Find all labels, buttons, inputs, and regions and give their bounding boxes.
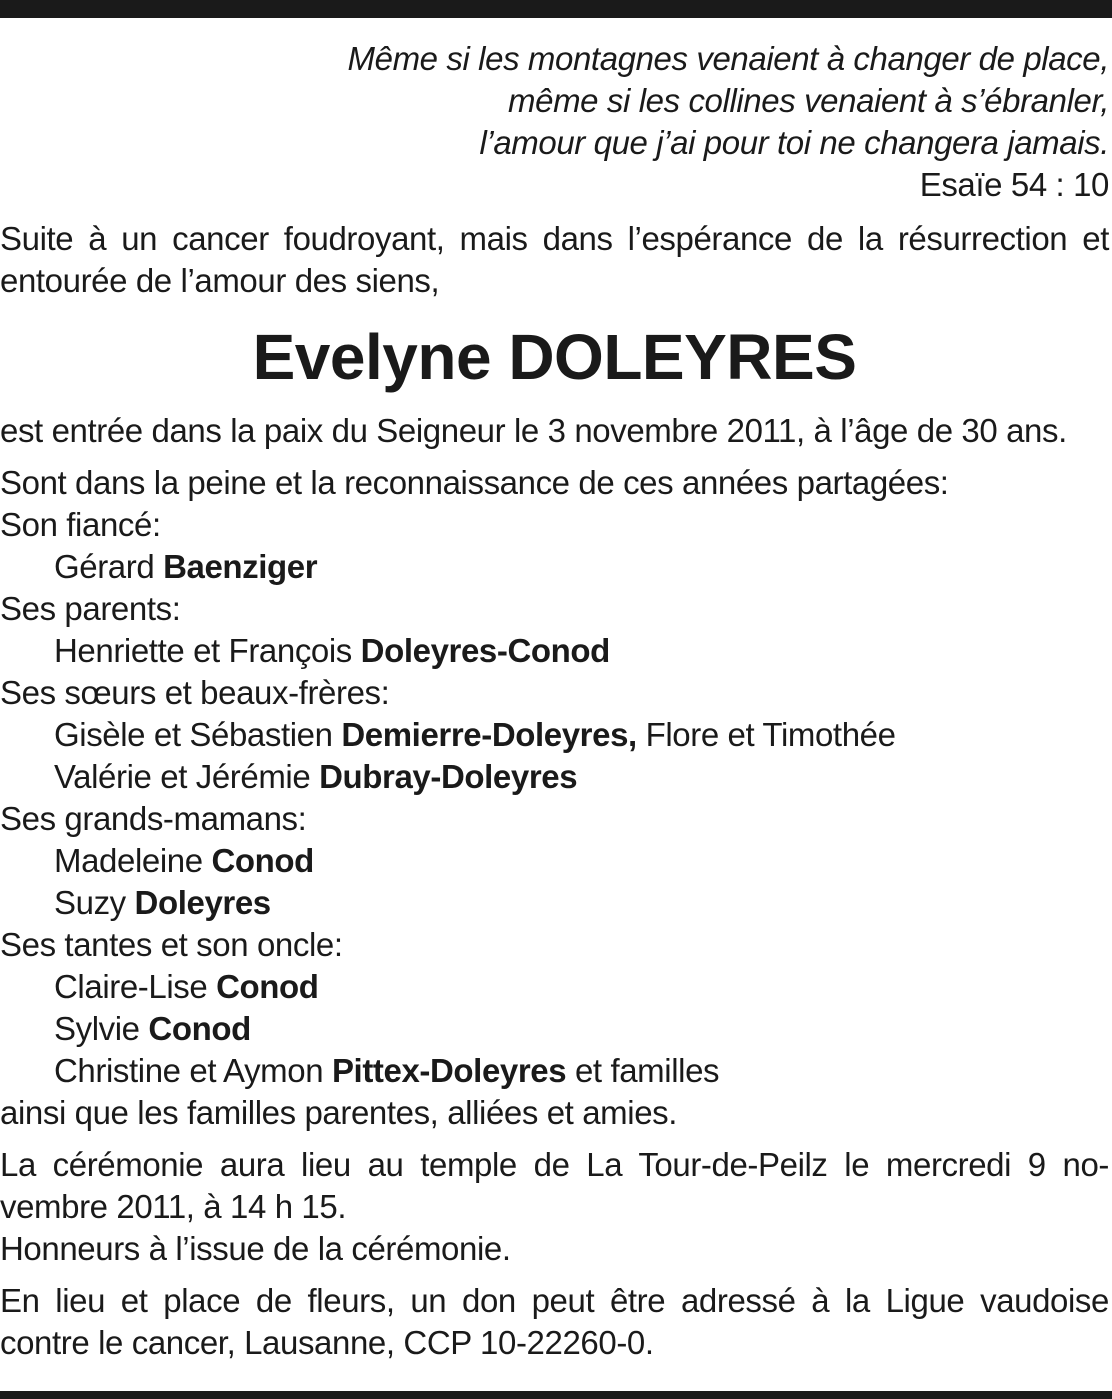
given-names: Gérard [54, 548, 164, 585]
family-member [0, 714, 1109, 756]
ceremony-line: vembre 2011, à 14 h 15. [0, 1188, 347, 1225]
death-notice: est entrée dans la paix du Seigneur le 3 novembre 2011, à l’âge de 30 ans. [0, 412, 1067, 449]
family-heading: Sont dans la peine et la reconnaissance de ces années partagées: [0, 464, 949, 501]
given-names: Claire-Lise [54, 968, 217, 1005]
epigraph [0, 38, 1109, 206]
family-group-label: Ses tantes et son oncle: [0, 926, 343, 963]
extra-names: et familles [566, 1052, 720, 1089]
family-member [0, 882, 1109, 924]
given-names: Madeleine [54, 842, 212, 879]
children-names: Flore et Timothée [636, 716, 896, 753]
family-group-label: Ses sœurs et beaux-frères: [0, 674, 390, 711]
donation-line: contre le cancer, Lausanne, CCP 10-22260-0. [0, 1324, 654, 1361]
family-member [0, 966, 1109, 1008]
family-member [0, 630, 1109, 672]
epigraph-line: même si les collines venaient à s’ébranler, [508, 82, 1109, 119]
surname: Pittex-Doleyres [331, 1052, 567, 1089]
obituary-notice [0, 38, 1109, 1364]
ceremony-info [0, 1144, 1109, 1270]
intro-line: entourée de l’amour des siens, [0, 262, 440, 299]
donation-line: En lieu et place de fleurs, un don peut être adressé à la Ligue vaudoise [0, 1282, 1109, 1319]
given-names: Gisèle et Sébastien [54, 716, 342, 753]
family-closing: ainsi que les familles parentes, alliées et amies. [0, 1094, 678, 1131]
family-member [0, 840, 1109, 882]
surname: Conod [216, 968, 319, 1005]
family-member [0, 756, 1109, 798]
given-names: Sylvie [54, 1010, 149, 1047]
intro-text [0, 218, 1109, 302]
family-group-label: Ses grands-mamans: [0, 800, 307, 837]
family-list [0, 462, 1109, 1134]
family-member [0, 1008, 1109, 1050]
surname: Conod [211, 842, 314, 879]
given-names: Suzy [54, 884, 135, 921]
epigraph-reference: Esaïe 54 : 10 [919, 166, 1109, 203]
given-names: Valérie et Jérémie [54, 758, 320, 795]
given-names: Henriette et François [54, 632, 361, 669]
given-names: Christine et Aymon [54, 1052, 332, 1089]
epigraph-line: Même si les montagnes venaient à changer de place, [347, 40, 1109, 77]
surname: Conod [148, 1010, 251, 1047]
family-member [0, 1050, 1109, 1092]
surname: Demierre-Doleyres, [341, 716, 637, 753]
bottom-rule [0, 1391, 1112, 1399]
epigraph-line: l’amour que j’ai pour toi ne changera jamais. [479, 124, 1109, 161]
intro-line: Suite à un cancer foudroyant, mais dans l’espérance de la résurrection et [0, 220, 1109, 257]
surname: Baenziger [163, 548, 318, 585]
ceremony-line: La cérémonie aura lieu au temple de La Tour-de-Peilz le mercredi 9 no- [0, 1146, 1109, 1183]
deceased-name: Evelyne DOLEYRES [252, 321, 857, 393]
donation-info [0, 1280, 1109, 1364]
family-group-label: Ses parents: [0, 590, 181, 627]
ceremony-line: Honneurs à l’issue de la cérémonie. [0, 1230, 511, 1267]
surname: Dubray-Doleyres [319, 758, 578, 795]
family-member [0, 546, 1109, 588]
surname: Doleyres [134, 884, 271, 921]
surname: Doleyres-Conod [360, 632, 610, 669]
top-rule [0, 0, 1112, 18]
family-group-label: Son fiancé: [0, 506, 161, 543]
